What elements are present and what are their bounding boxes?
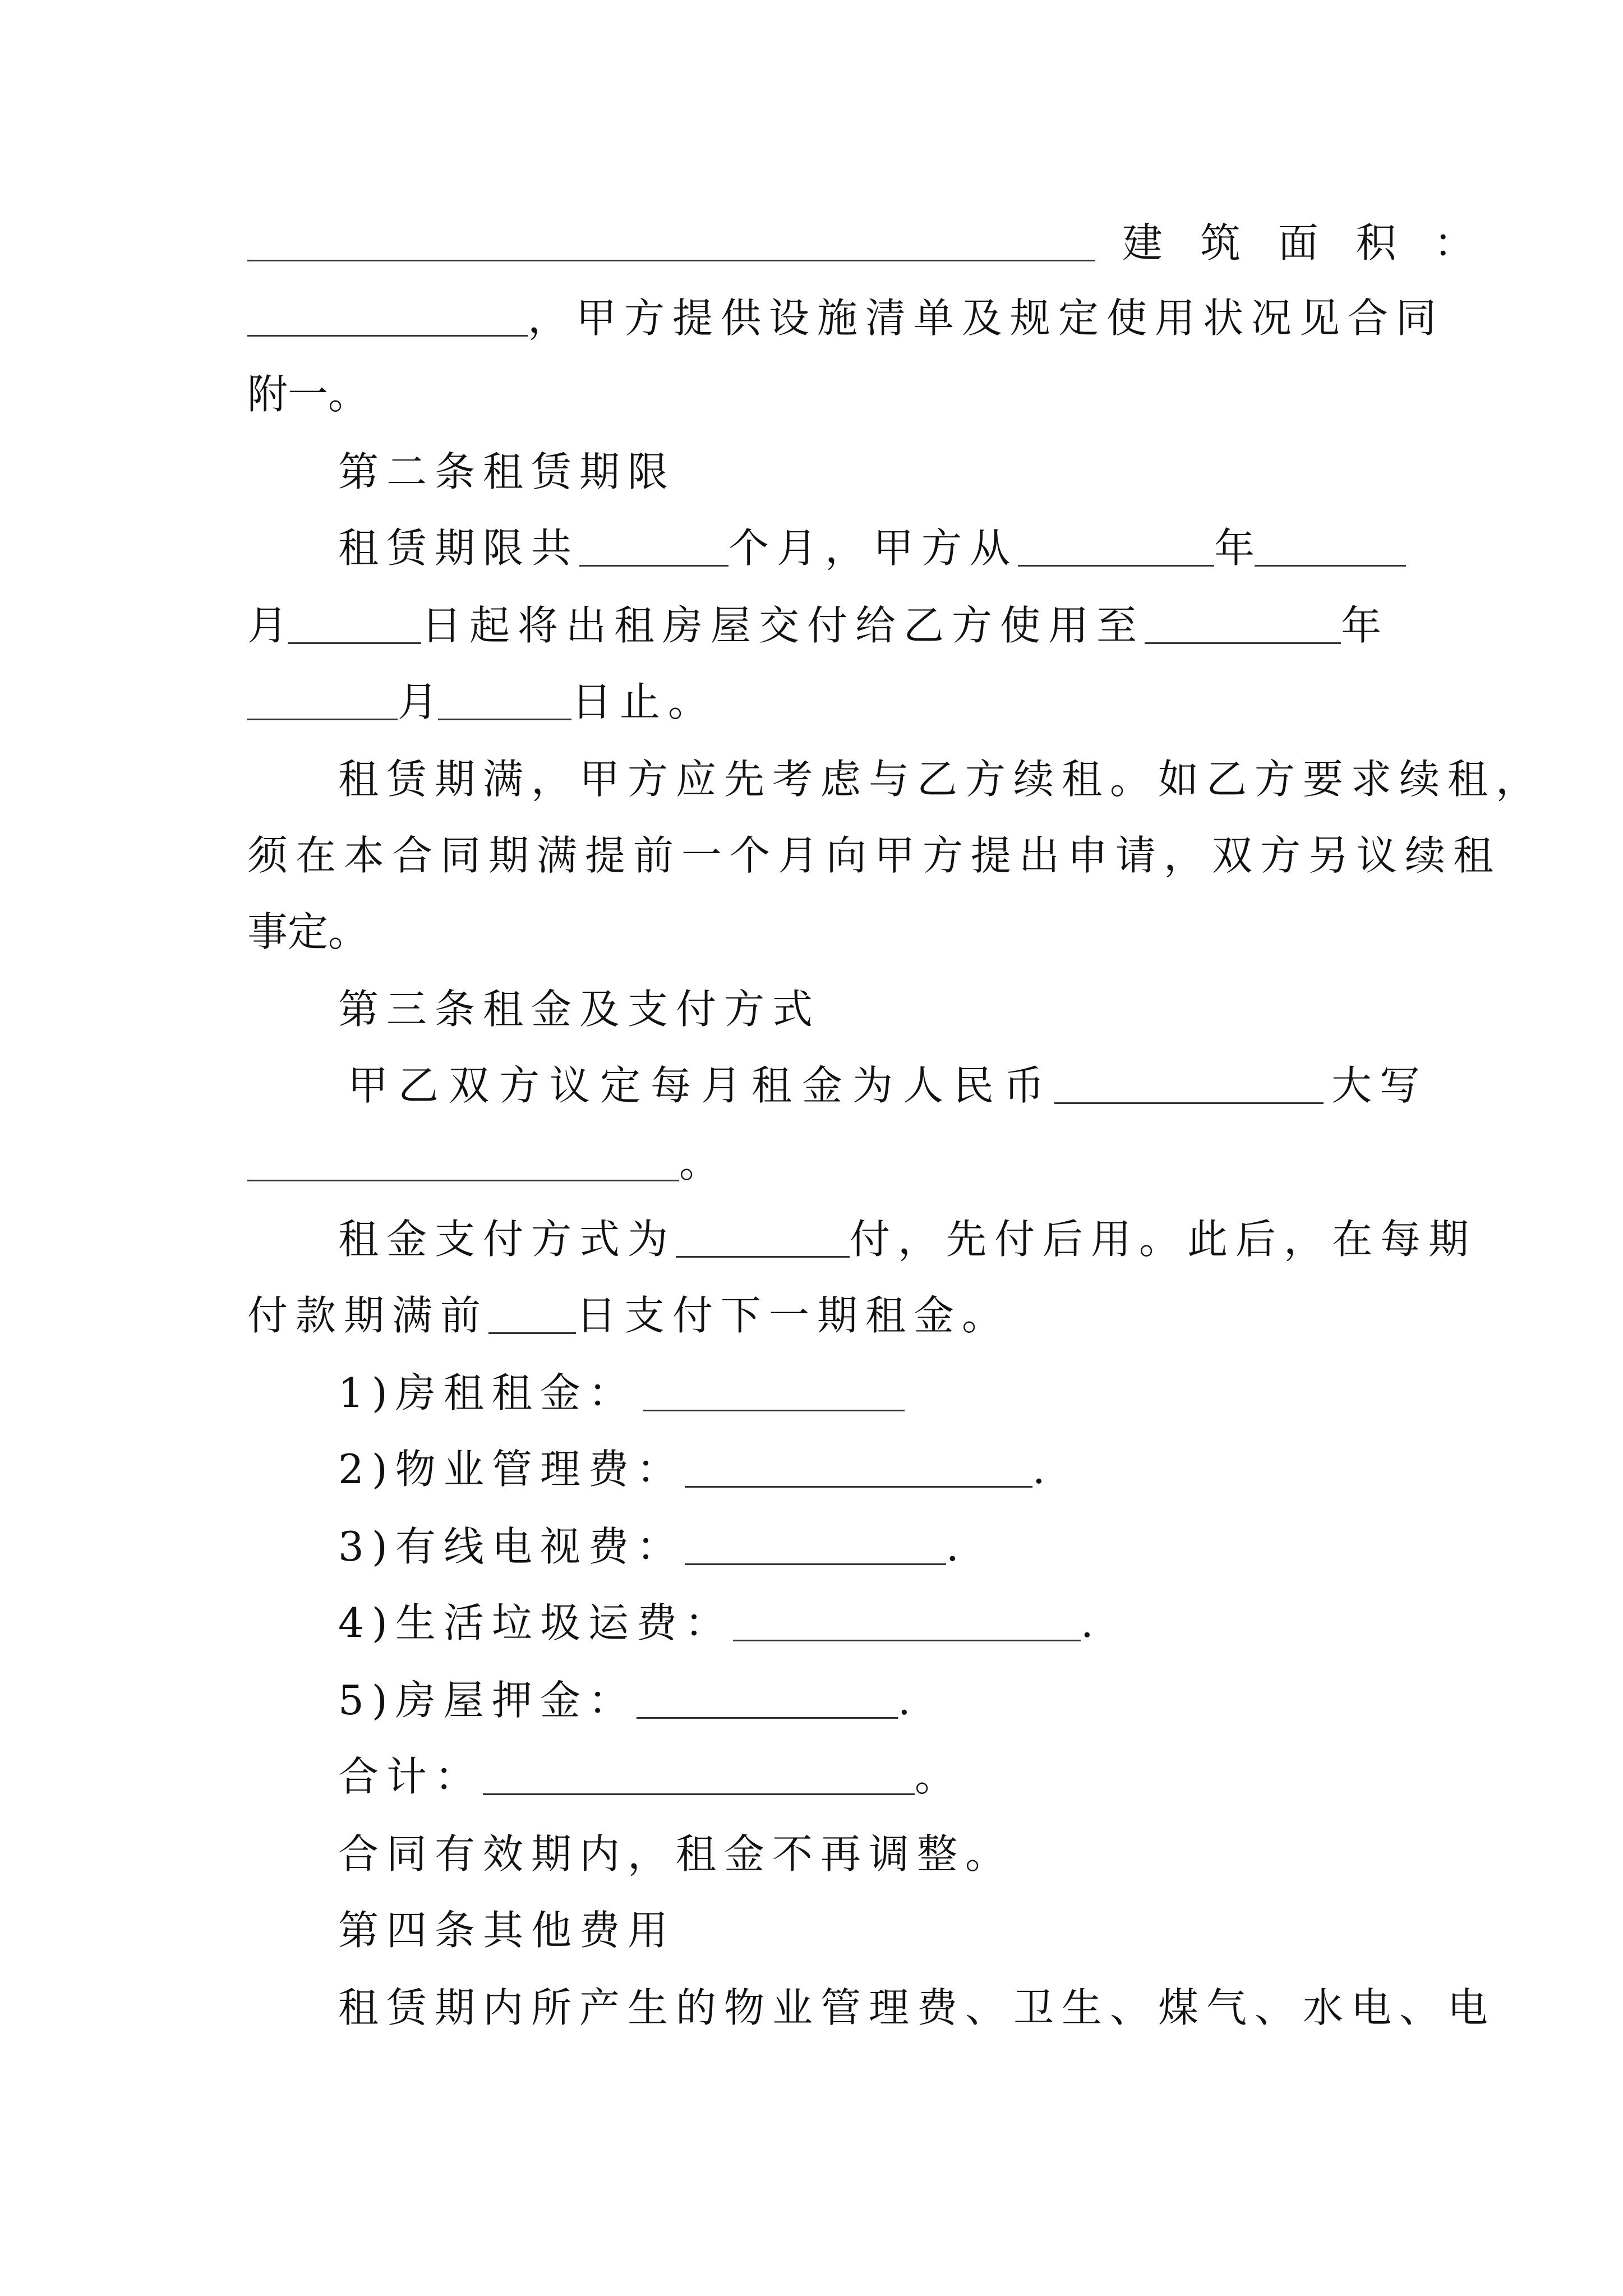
line-payment-method [338, 1208, 1477, 1270]
text-year: 年 [1214, 524, 1255, 572]
fee-label: 合计： [338, 1753, 483, 1800]
line-no-adjustment [338, 1823, 1380, 1885]
fee-deposit [338, 1669, 1380, 1731]
line-appendix [247, 364, 1380, 425]
line-term-months [338, 517, 1380, 579]
fee-label: 5)房屋押金： [338, 1677, 637, 1724]
line-payment-due [247, 1285, 1380, 1346]
text-term: 个月，甲方从 [728, 524, 1018, 572]
blank-field [247, 1139, 679, 1181]
text-day-end: 日止。 [571, 678, 717, 725]
fee-label: 1)房租租金： [338, 1369, 637, 1416]
fee-cable-tv [338, 1516, 1380, 1577]
text-period: 。 [915, 1753, 956, 1800]
text-period: . [1032, 1446, 1045, 1493]
line-other-fees [338, 1977, 1496, 2039]
text-monthly-rent: 甲乙双方议定每月租金为人民币 [348, 1062, 1055, 1109]
blank-field [488, 1292, 576, 1334]
text-renewal: 须在本合同期满提前一个月向甲方提出申请，双方另议续租 [247, 832, 1502, 879]
text-renewal: 租赁期满，甲方应先考虑与乙方续租。如乙方要求续租， [338, 756, 1544, 803]
heading-other-fees: 第四条其他费用 [338, 1907, 676, 1954]
text-month: 月 [247, 602, 288, 649]
text-capital: 大写 [1331, 1062, 1428, 1109]
line-facilities [247, 287, 1445, 349]
blank-field [579, 524, 728, 567]
text-facilities: ，甲方提供设施清单及规定使用状况见合同 [528, 295, 1445, 342]
blank-field [1255, 524, 1406, 567]
blank-field [643, 1369, 905, 1411]
blank-field [676, 1216, 850, 1258]
blank-field [733, 1599, 1081, 1641]
text-month: 月 [398, 678, 439, 725]
text-year: 年 [1341, 602, 1382, 649]
blank-field [288, 602, 421, 644]
blank-field [247, 295, 528, 337]
text-payment: 租金支付方式为 [338, 1216, 676, 1263]
line-term-end [247, 671, 1380, 733]
line-rent-capital [247, 1132, 1380, 1194]
fee-garbage [338, 1592, 1380, 1654]
line-renewal [338, 748, 1544, 810]
heading-rent: 第三条租金及支付方式 [338, 986, 821, 1033]
heading-term: 第二条租赁期限 [338, 448, 676, 495]
blank-field [685, 1523, 946, 1565]
blank-field [247, 678, 398, 720]
blank-field [685, 1446, 1032, 1488]
line-monthly-rent [348, 1055, 1428, 1116]
text-building-area: 建 筑 面 积 ： [1122, 219, 1487, 266]
fee-label: 3)有线电视费： [338, 1523, 685, 1570]
fee-label: 2)物业管理费： [338, 1446, 685, 1493]
text-term: 租赁期限共 [338, 524, 580, 572]
text-appendix: 附一。 [247, 371, 369, 418]
blank-field [1054, 1062, 1324, 1104]
text-no-adjustment: 合同有效期内，租金不再调整。 [338, 1830, 1014, 1878]
blank-field [1018, 524, 1214, 567]
text-term: 日起将出租房屋交付给乙方使用至 [421, 602, 1145, 649]
text-payment: 付款期满前 [247, 1292, 489, 1339]
text-payment: 付，先付后用。此后，在每期 [850, 1216, 1477, 1263]
fee-label: 4)生活垃圾运费： [338, 1599, 733, 1646]
line-renewal-3 [247, 901, 1380, 963]
fee-property-management [338, 1438, 1380, 1500]
blank-field [483, 1753, 915, 1795]
text-period: 。 [679, 1139, 720, 1186]
blank-field [438, 678, 571, 720]
line-term-dates [247, 595, 1380, 656]
line-renewal-2 [247, 825, 1502, 886]
text-period: . [1080, 1599, 1094, 1646]
text-period: . [946, 1523, 959, 1570]
blank-field [1145, 602, 1341, 644]
text-other-fees: 租赁期内所产生的物业管理费、卫生、煤气、水电、电 [338, 1984, 1496, 2031]
section-heading-other-fees [338, 1899, 1380, 1961]
section-heading-term [338, 441, 1380, 503]
fee-rent [338, 1362, 1380, 1424]
line-building-area [247, 212, 1487, 274]
blank-field [247, 219, 1095, 261]
section-heading-rent [338, 978, 1380, 1040]
text-renewal: 事定。 [247, 908, 369, 955]
fee-total [338, 1746, 1380, 1807]
text-payment: 日支付下一期租金。 [576, 1292, 1011, 1339]
text-period: . [897, 1677, 911, 1724]
blank-field [637, 1677, 898, 1719]
